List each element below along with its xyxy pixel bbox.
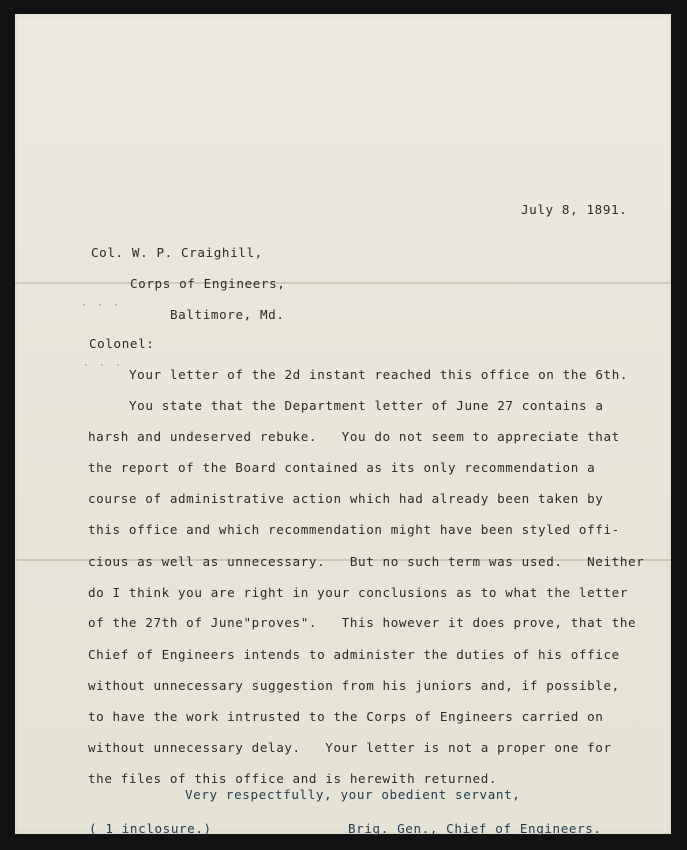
letter-date: July 8, 1891. <box>521 202 628 217</box>
body-line: of the 27th of June"proves". This however it does prove, that the <box>88 615 637 630</box>
body-line: without unnecessary suggestion from his juniors and, if possible, <box>88 678 620 693</box>
recipient-city: Baltimore, Md. <box>170 307 285 322</box>
body-line: the files of this office and is herewith returned. <box>88 771 498 786</box>
recipient-name: Col. W. P. Craighill, <box>91 245 263 260</box>
body-line: do I think you are right in your conclusions as to what the letter <box>88 585 629 600</box>
body-line: course of administrative action which had already been taken by <box>88 491 604 506</box>
body-line: Chief of Engineers intends to administer the duties of his office <box>88 647 620 662</box>
body-line: harsh and undeserved rebuke. You do not seem to appreciate that <box>88 429 620 444</box>
faint-mark: · · · <box>81 300 122 311</box>
letter-page <box>15 14 671 834</box>
closing: Very respectfully, your obedient servant, <box>185 787 521 802</box>
enclosure-note: ( 1 inclosure.) <box>89 821 212 836</box>
signature-title: Brig. Gen., Chief of Engineers. <box>348 821 602 836</box>
fold-line-upper <box>15 282 671 284</box>
body-line: You state that the Department letter of June 27 contains a <box>129 398 604 413</box>
faint-mark: · · · <box>83 360 124 371</box>
recipient-corps: Corps of Engineers, <box>130 276 286 291</box>
body-line: cious as well as unnecessary. But no such term was used. Neither <box>88 554 645 569</box>
body-line: without unnecessary delay. Your letter is not a proper one for <box>88 740 612 755</box>
body-line: Your letter of the 2d instant reached this office on the 6th. <box>129 367 629 382</box>
salutation: Colonel: <box>89 336 155 351</box>
body-line: this office and which recommendation might have been styled offi- <box>88 522 620 537</box>
body-line: to have the work intrusted to the Corps of Engineers carried on <box>88 709 604 724</box>
body-line: the report of the Board contained as its only recommendation a <box>88 460 596 475</box>
